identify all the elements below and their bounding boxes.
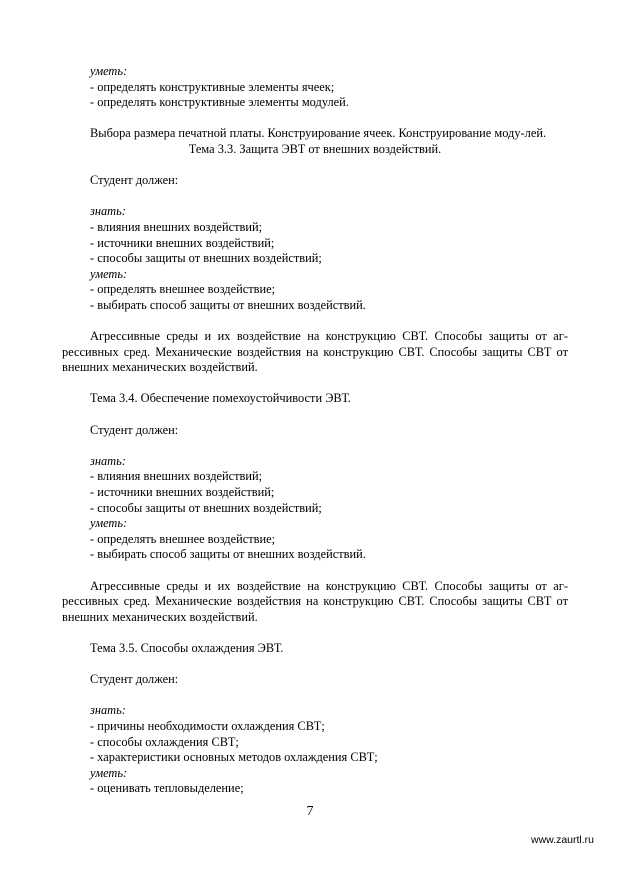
umet-label: уметь:: [90, 266, 128, 281]
list-item: - характеристики основных методов охлаждения СВТ;: [90, 750, 378, 765]
list-item: - влияния внешних воздействий;: [90, 219, 263, 234]
umet-label: уметь:: [90, 765, 128, 780]
list-item: - определять конструктивные элементы модулей.: [90, 95, 349, 110]
topic-title: Тема 3.5. Способы охлаждения ЭВТ.: [90, 640, 284, 655]
topic-title: Тема 3.3. Защита ЭВТ от внешних воздействий.: [188, 141, 442, 156]
list-item: - выбирать способ защиты от внешних воздействий.: [90, 547, 366, 562]
student-label: Студент должен:: [90, 173, 179, 188]
list-item: - определять конструктивные элементы ячеек;: [90, 79, 335, 94]
list-item: - источники внешних воздействий;: [90, 485, 275, 500]
document-page: [62, 64, 568, 797]
list-item: - способы защиты от внешних воздействий;: [90, 251, 322, 266]
list-item: - источники внешних воздействий;: [90, 235, 275, 250]
paragraph: Агрессивные среды и их воздействие на конструкцию СВТ. Способы защиты от аг-рессивных сред. Механические воздействия на конструкцию СВТ. Способы защиты СВТ от внешних механических воздействий.: [62, 578, 568, 624]
list-item: - оценивать тепловыделение;: [90, 781, 244, 796]
paragraph: Выбора размера печатной платы. Конструирование ячеек. Конструирование моду-лей.: [90, 126, 547, 141]
list-item: - определять внешнее воздействие;: [90, 531, 276, 546]
site-watermark: www.zaurtl.ru: [530, 834, 594, 846]
umet-label: уметь:: [90, 516, 128, 531]
znat-label: знать:: [90, 204, 126, 219]
list-item: - способы охлаждения СВТ;: [90, 734, 239, 749]
page-number: 7: [306, 804, 314, 819]
list-item: - причины необходимости охлаждения СВТ;: [90, 718, 325, 733]
student-label: Студент должен:: [90, 422, 179, 437]
list-item: - способы защиты от внешних воздействий;: [90, 500, 322, 515]
list-item: - выбирать способ защиты от внешних воздействий.: [90, 297, 366, 312]
umet-label: уметь:: [90, 64, 128, 78]
znat-label: знать:: [90, 703, 126, 718]
student-label: Студент должен:: [90, 672, 179, 687]
znat-label: знать:: [90, 453, 126, 468]
list-item: - влияния внешних воздействий;: [90, 469, 263, 484]
topic-title: Тема 3.4. Обеспечение помехоустойчивости ЭВТ.: [90, 391, 351, 406]
list-item: - определять внешнее воздействие;: [90, 282, 276, 297]
paragraph: Агрессивные среды и их воздействие на конструкцию СВТ. Способы защиты от аг-рессивных сред. Механические воздействия на конструкцию СВТ. Способы защиты СВТ от внешних механических воздействий.: [62, 329, 568, 375]
